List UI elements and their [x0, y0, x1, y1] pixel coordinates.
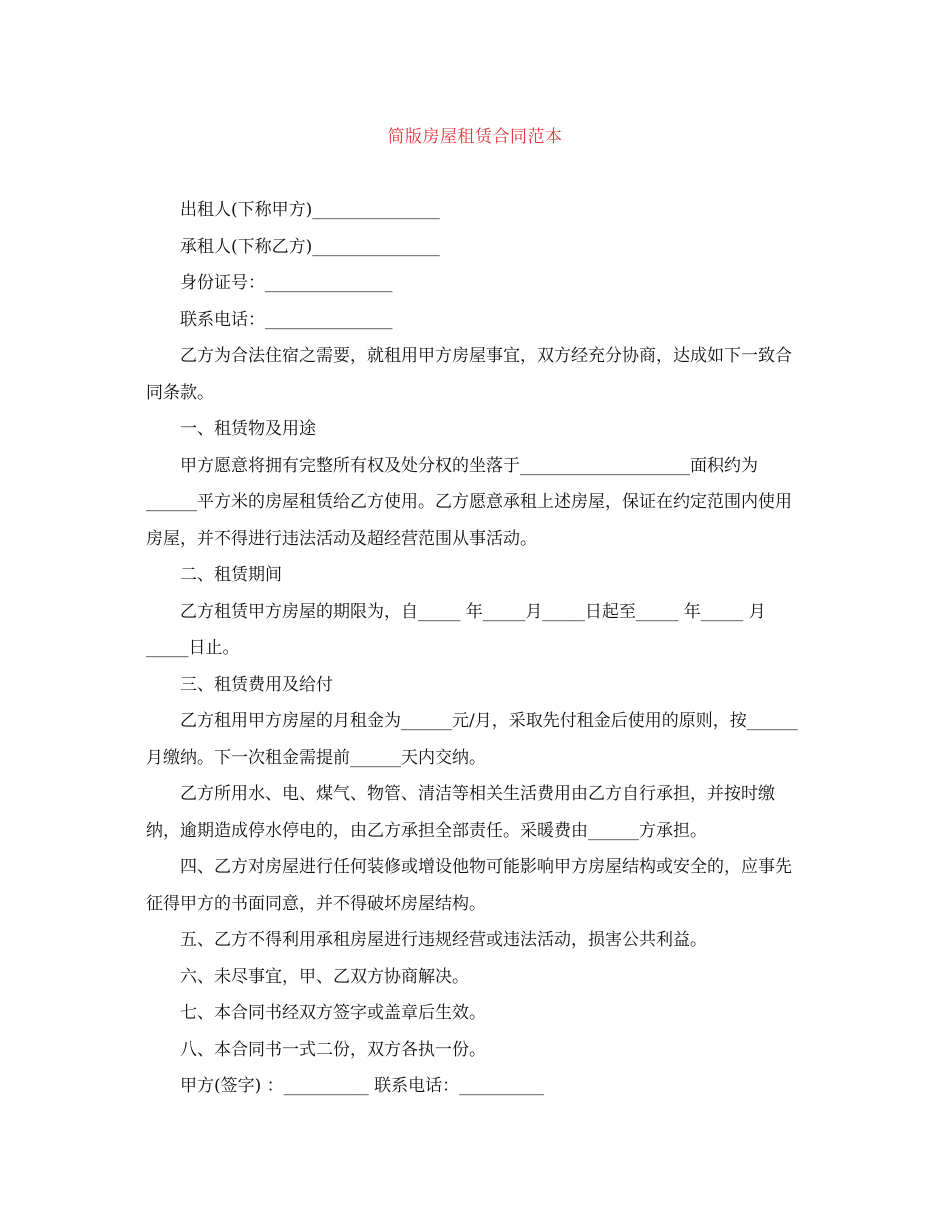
clause-4-paragraph: 四、乙方对房屋进行任何装修或增设他物可能影响甲方房屋结构或安全的，应事先征得甲方的书面同意，并不得破坏房屋结构。	[146, 857, 792, 914]
id-number-line: 身份证号：_______________	[180, 273, 393, 293]
section-heading-1: 一、租赁物及用途	[180, 419, 316, 439]
section-heading-3: 三、租赁费用及给付	[180, 674, 333, 695]
clause-5-paragraph: 五、乙方不得利用承租房屋进行违规经营或违法活动，损害公共利益。	[180, 930, 707, 950]
section-1-paragraph: 甲方愿意将拥有完整所有权及处分权的坐落于____________________面积约为______平方米的房屋租赁给乙方使用。乙方愿意承租上述房屋，保证在约定范围内使用房屋，并不得进行违法活动及超经营范围从事活动。	[146, 455, 792, 549]
phone-line: 联系电话：_______________	[180, 309, 393, 330]
section-2-paragraph: 乙方租赁甲方房屋的期限为，自_____ 年_____月_____日起至_____ 年_____ 月_____日止。	[146, 601, 766, 658]
clause-6-paragraph: 六、未尽事宜，甲、乙双方协商解决。	[180, 966, 469, 987]
document-body	[146, 192, 806, 1105]
section-heading-2: 二、租赁期间	[180, 565, 282, 585]
section-3-paragraph-1: 乙方租用甲方房屋的月租金为______元/月，采取先付租金后使用的原则，按______月缴纳。下一次租金需提前______天内交纳。	[146, 711, 798, 768]
lessor-line: 出租人(下称甲方)_______________	[180, 200, 440, 220]
intro-paragraph: 乙方为合法住宿之需要，就租用甲方房屋事宜，双方经充分协商，达成如下一致合同条款。	[146, 346, 792, 403]
signature-line: 甲方(签字) ：__________ 联系电话：__________	[180, 1076, 545, 1096]
section-3-paragraph-2: 乙方所用水、电、煤气、物管、清洁等相关生活费用由乙方自行承担，并按时缴纳，逾期造成停水停电的，由乙方承担全部责任。采暖费由______方承担。	[146, 784, 775, 841]
clause-8-paragraph: 八、本合同书一式二份，双方各执一份。	[180, 1039, 486, 1060]
lessee-line: 承租人(下称乙方)_______________	[180, 236, 440, 257]
document-title: 简版房屋租赁合同范本	[387, 127, 563, 147]
clause-7-paragraph: 七、本合同书经双方签字或盖章后生效。	[180, 1003, 486, 1023]
